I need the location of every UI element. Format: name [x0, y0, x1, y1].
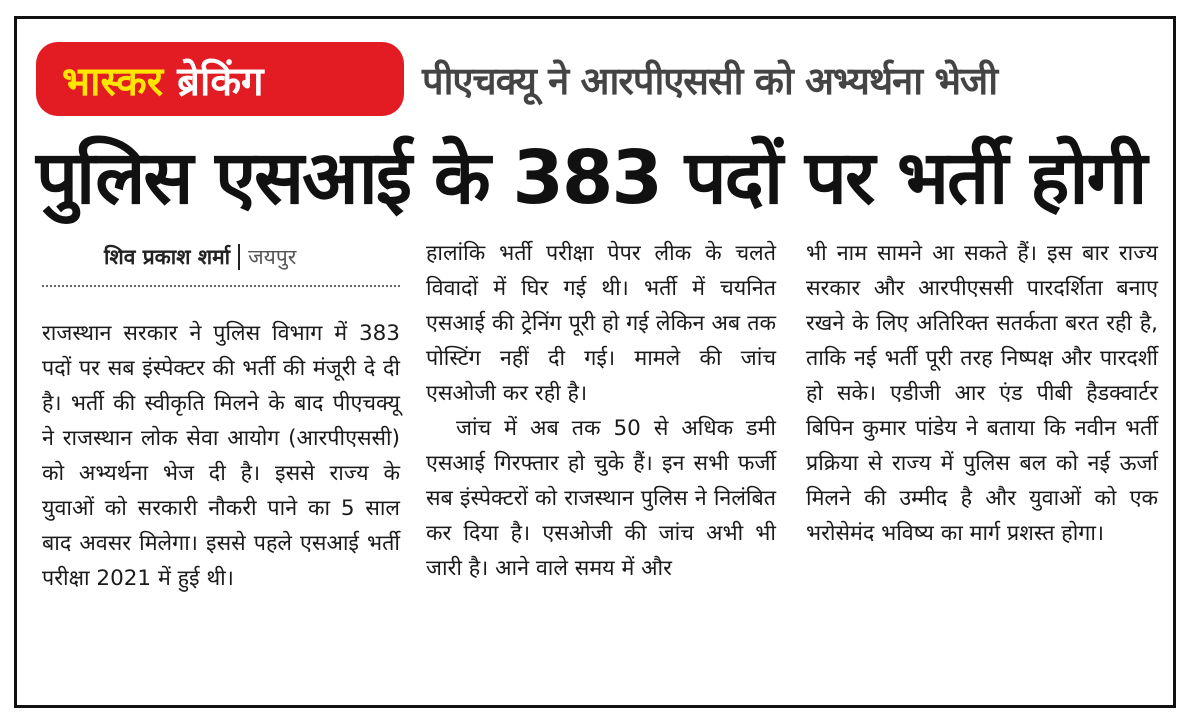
- byline-divider: [238, 244, 240, 270]
- paragraph: जांच में अब तक 50 से अधिक डमी एसआई गिरफ्तार हो चुके हैं। इन सभी फर्जी सब इंस्पेक्टरों को राजस्थान पुलिस ने निलंबित कर दिया है। एसओजी की जांच अभी भी जारी है। आने वाले समय में और: [426, 416, 776, 581]
- byline: [104, 240, 296, 274]
- paragraph: भी नाम सामने आ सकते हैं। इस बार राज्य सरकार और आरपीएससी पारदर्शिता बनाए रखने के लिए अतिरिक्त सतर्कता बरत रही है, ताकि नई भर्ती पूरी तरह निष्पक्ष और पारदर्शी हो सके। एडीजी आर एंड पीबी हैडक्वार्टर बिपिन कुमार पांडेय ने बताया कि नवीन भर्ती प्रक्रिया से राज्य में पुलिस बल को नई ऊर्जा मिलने की उम्मीद है और युवाओं को एक भरोसेमंद भविष्य का मार्ग प्रशस्त होगा।: [806, 241, 1158, 546]
- article-column-3: [806, 236, 1158, 551]
- byline-dotted-rule: [42, 285, 400, 287]
- byline-author: शिव प्रकाश शर्मा: [104, 245, 231, 269]
- article-column-2: [426, 236, 776, 586]
- badge-brand: भास्कर: [62, 58, 164, 105]
- subheadline: पीएचक्यू ने आरपीएससी को अभ्यर्थना भेजी: [422, 59, 998, 103]
- headline: पुलिस एसआई के 383 पदों पर भर्ती होगी: [36, 134, 1146, 221]
- byline-city: जयपुर: [248, 245, 297, 269]
- article-column-1: [42, 316, 400, 596]
- badge-label: ब्रेकिंग: [177, 58, 264, 105]
- bhaskar-breaking-badge: [36, 42, 404, 116]
- paragraph: राजस्थान सरकार ने पुलिस विभाग में 383 पदों पर सब इंस्पेक्टर की भर्ती की मंजूरी दे दी है। भर्ती की स्वीकृति मिलने के बाद पीएचक्यू ने राजस्थान लोक सेवा आयोग (आरपीएससी) को अभ्यर्थना भेज दी है। इससे राज्य के युवाओं को सरकारी नौकरी पाने का 5 साल बाद अवसर मिलेगा। इससे पहले एसआई भर्ती परीक्षा 2021 में हुई थी।: [42, 321, 400, 591]
- paragraph: हालांकि भर्ती परीक्षा पेपर लीक के चलते विवादों में घिर गई थी। भर्ती में चयनित एसआई की ट्रेनिंग पूरी हो गई लेकिन अब तक पोस्टिंग नहीं दी गई। मामले की जांच एसओजी कर रही है।: [426, 241, 776, 406]
